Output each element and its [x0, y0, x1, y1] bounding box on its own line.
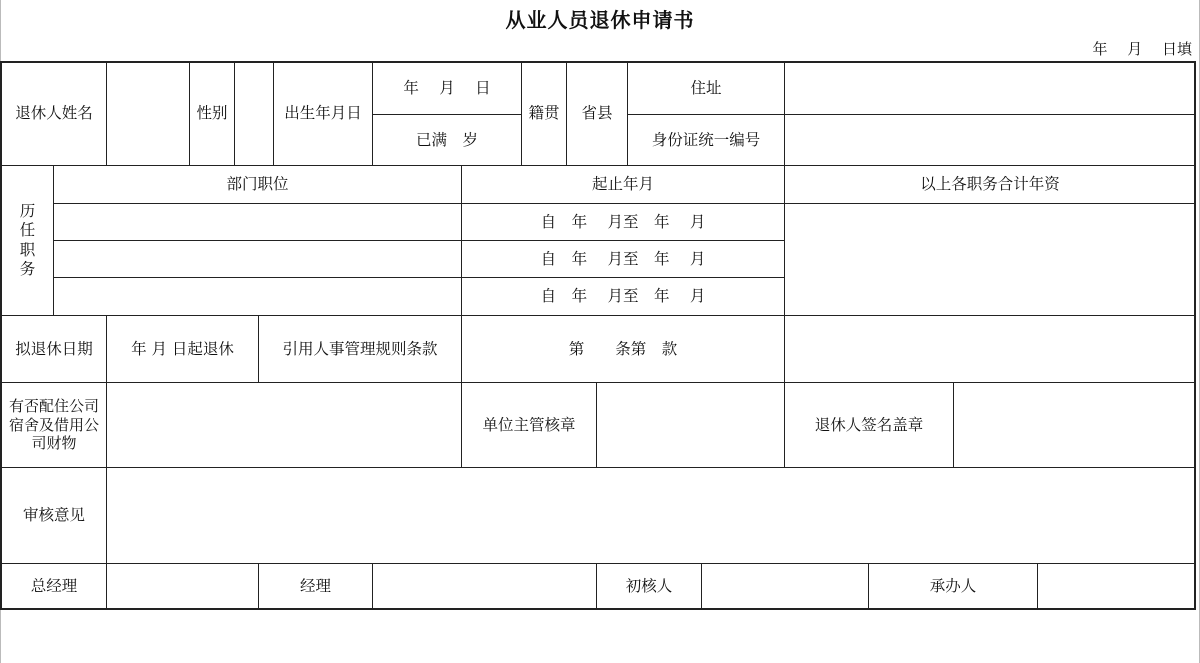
label-address: 住址: [628, 62, 785, 115]
label-gender: 性别: [190, 62, 235, 166]
input-period-3[interactable]: 自 年 月至 年 月: [462, 278, 785, 316]
input-retiree-signature[interactable]: [954, 383, 1196, 468]
history-char-2: 任: [19, 221, 36, 240]
label-planned-date: 拟退休日期: [2, 316, 107, 383]
label-manager: 经理: [259, 564, 373, 609]
label-retiree-signature: 退休人签名盖章: [785, 383, 954, 468]
input-first-reviewer[interactable]: [702, 564, 869, 609]
label-rule-clause: 引用人事管理规则条款: [259, 316, 462, 383]
input-id-number[interactable]: [785, 115, 1196, 166]
label-first-reviewer: 初核人: [597, 564, 702, 609]
left-edge-line: [0, 0, 1, 663]
input-dept-position-3[interactable]: [54, 278, 462, 316]
label-general-manager: 总经理: [2, 564, 107, 609]
input-gender[interactable]: [235, 62, 274, 166]
label-dormitory: 有否配住公司宿舍及借用公司财物: [2, 383, 107, 468]
label-supervisor-seal: 单位主管核章: [462, 383, 597, 468]
input-supervisor-seal[interactable]: [597, 383, 785, 468]
label-review: 审核意见: [2, 468, 107, 564]
input-age-full[interactable]: 已满 岁: [373, 115, 522, 166]
input-planned-date[interactable]: 年 月 日起退休: [107, 316, 259, 383]
label-birth-date: 出生年月日: [274, 62, 373, 166]
input-address[interactable]: [785, 62, 1196, 115]
input-general-manager[interactable]: [107, 564, 259, 609]
history-char-1: 历: [19, 201, 36, 220]
label-id-number: 身份证统一编号: [628, 115, 785, 166]
input-handler[interactable]: [1038, 564, 1196, 609]
input-review[interactable]: [107, 468, 1196, 564]
header-total-seniority: 以上各职务合计年资: [785, 166, 1196, 204]
input-total-seniority[interactable]: [785, 204, 1196, 316]
input-manager[interactable]: [373, 564, 597, 609]
input-rule-clause[interactable]: 第 条第 款: [462, 316, 785, 383]
input-retiree-name[interactable]: [107, 62, 190, 166]
history-char-3: 职: [19, 240, 36, 259]
label-retiree-name: 退休人姓名: [2, 62, 107, 166]
label-history-side: [2, 166, 54, 316]
label-native-place: 籍贯: [522, 62, 567, 166]
label-province-county: 省县: [567, 62, 628, 166]
header-period: 起止年月: [462, 166, 785, 204]
input-period-2[interactable]: 自 年 月至 年 月: [462, 241, 785, 278]
header-dept-position: 部门职位: [54, 166, 462, 204]
label-handler: 承办人: [869, 564, 1038, 609]
input-dept-position-2[interactable]: [54, 241, 462, 278]
date-fill-line: 年 月 日填: [1092, 40, 1192, 58]
input-rule-extra[interactable]: [785, 316, 1196, 383]
input-dormitory[interactable]: [107, 383, 462, 468]
history-char-4: 务: [19, 259, 36, 278]
input-dept-position-1[interactable]: [54, 204, 462, 241]
input-birth-ymd[interactable]: 年 月 日: [373, 62, 522, 115]
input-period-1[interactable]: 自 年 月至 年 月: [462, 204, 785, 241]
document-title: 从业人员退休申请书: [505, 8, 695, 32]
